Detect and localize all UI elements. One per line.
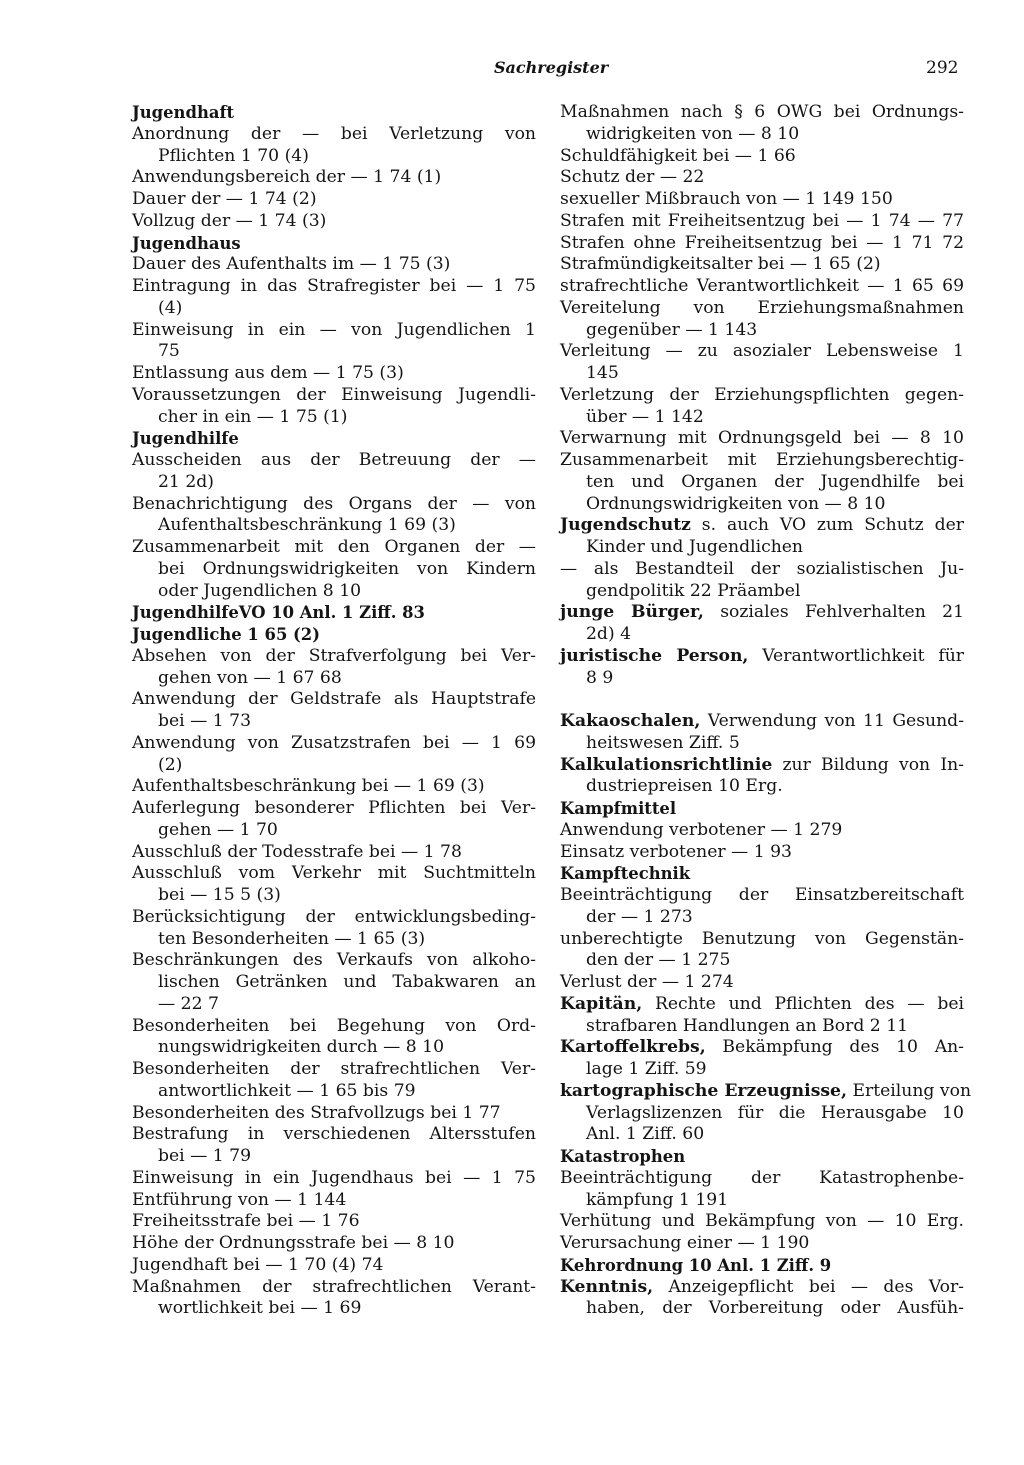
index-line: Kalkulationsrichtlinie zur Bildung von In- <box>560 754 964 775</box>
index-line: Vereitelung von Erziehungsmaßnahmen <box>560 297 964 318</box>
index-line: Besonderheiten bei Begehung von Ord- <box>132 1015 536 1036</box>
index-line: 145 <box>586 363 619 383</box>
index-line: cher in ein — 1 75 (1) <box>158 406 348 427</box>
index-line: ten Besonderheiten — 1 65 (3) <box>158 928 426 949</box>
index-heading: Jugendhilfe <box>132 429 239 449</box>
index-line: Verlagslizenzen für die Herausgabe 10 <box>586 1102 964 1123</box>
index-line: Ausscheiden aus der Betreuung der — <box>132 450 536 470</box>
index-heading: Kehrordnung 10 Anl. 1 Ziff. 9 <box>560 1255 832 1275</box>
index-line: kämpfung 1 191 <box>586 1189 729 1210</box>
index-line: (4) <box>158 297 183 318</box>
index-line: Verhütung und Bekämpfung von — 10 Erg. <box>560 1211 964 1232</box>
index-column-left <box>132 102 536 1320</box>
index-line: strafbaren Handlungen an Bord 2 11 <box>586 1015 909 1036</box>
index-line: gehen von — 1 67 68 <box>158 667 342 688</box>
index-line: nungswidrigkeiten durch — 8 10 <box>158 1037 445 1058</box>
index-line: Benachrichtigung des Organs der — von <box>132 493 536 514</box>
index-line: strafrechtliche Verantwortlichkeit — 1 65 69 <box>560 276 964 296</box>
index-line: Eintragung in das Strafregister bei — 1 75 <box>132 276 536 296</box>
index-line: ten und Organen der Jugendhilfe bei <box>586 471 964 492</box>
index-line: (2) <box>158 754 183 775</box>
page-number: 292 <box>926 58 959 78</box>
index-line: lischen Getränken und Tabakwaren an <box>158 972 536 992</box>
index-line: kartographische Erzeugnisse, Erteilung von <box>560 1080 972 1101</box>
index-line: Zusammenarbeit mit den Organen der — <box>132 537 536 557</box>
index-line: unberechtigte Benutzung von Gegenstän- <box>560 928 964 949</box>
index-line: Kakaoschalen, Verwendung von 11 Gesund- <box>560 711 964 731</box>
index-line: bei — 1 73 <box>158 711 252 731</box>
index-line: Verleitung — zu asozialer Lebensweise 1 <box>560 341 964 362</box>
index-keyword: Kakaoschalen, <box>560 711 701 731</box>
index-line: bei — 1 79 <box>158 1146 252 1166</box>
index-heading: Katastrophen <box>560 1147 686 1166</box>
index-line: bei — 15 5 (3) <box>158 885 281 905</box>
index-line: Verursachung einer — 1 190 <box>560 1233 810 1253</box>
index-line: Strafmündigkeitsalter bei — 1 65 (2) <box>560 254 881 275</box>
index-line: Ausschluß der Todesstrafe bei — 1 78 <box>132 841 462 862</box>
index-keyword: kartographische Erzeugnisse, <box>560 1080 847 1101</box>
index-line: — 22 7 <box>158 993 219 1014</box>
index-line: Beschränkungen des Verkaufs von alkoho- <box>132 950 536 971</box>
index-line: Freiheitsstrafe bei — 1 76 <box>132 1211 360 1232</box>
index-line: Beeinträchtigung der Einsatzbereitschaft <box>560 885 964 905</box>
index-line: Anwendung verbotener — 1 279 <box>560 819 843 840</box>
index-column-right <box>560 102 972 1320</box>
index-line: widrigkeiten von — 8 10 <box>586 123 800 144</box>
index-line: Voraussetzungen der Einweisung Jugendli- <box>132 384 536 405</box>
index-line: Entführung von — 1 144 <box>132 1189 347 1210</box>
index-line: — als Bestandteil der sozialistischen Ju- <box>560 558 964 579</box>
index-line: Pflichten 1 70 (4) <box>158 145 309 166</box>
index-line: Kinder und Jugendlichen <box>586 537 804 557</box>
index-line: lage 1 Ziff. 59 <box>586 1059 707 1079</box>
index-line: Dauer der — 1 74 (2) <box>132 189 317 209</box>
index-line: Anwendung von Zusatzstrafen bei — 1 69 <box>132 732 536 753</box>
index-line: Anwendungsbereich der — 1 74 (1) <box>132 167 442 188</box>
index-line: Verlust der — 1 274 <box>560 972 734 992</box>
index-keyword: juristische Person, <box>560 645 749 666</box>
index-line: dustriepreisen 10 Erg. <box>586 776 783 797</box>
index-line: Auferlegung besonderer Pflichten bei Ver- <box>132 798 536 818</box>
index-line: gendpolitik 22 Präambel <box>586 580 801 601</box>
index-line: 2d) 4 <box>586 624 632 644</box>
index-keyword: Jugendschutz <box>560 515 691 536</box>
index-line: Absehen von der Strafverfolgung bei Ver- <box>132 645 536 666</box>
index-line: Maßnahmen nach § 6 OWG bei Ordnungs- <box>560 102 964 122</box>
index-line: Besonderheiten des Strafvollzugs bei 1 77 <box>132 1102 501 1123</box>
index-line: 21 2d) <box>158 471 214 492</box>
index-line: Strafen ohne Freiheitsentzug bei — 1 71 72 <box>560 232 964 253</box>
index-line: sexueller Mißbrauch von — 1 149 150 <box>560 189 893 209</box>
index-line: 75 <box>158 341 180 362</box>
index-line: juristische Person, Verantwortlichkeit für <box>560 645 964 666</box>
index-line: Jugendhaft bei — 1 70 (4) 74 <box>132 1254 384 1275</box>
index-line: Kartoffelkrebs, Bekämpfung des 10 An- <box>560 1037 964 1058</box>
index-line: Schuldfähigkeit bei — 1 66 <box>560 145 796 166</box>
index-heading: Jugendliche 1 65 (2) <box>132 625 320 644</box>
index-keyword: Kalkulationsrichtlinie <box>560 754 773 775</box>
index-line: haben, der Vorbereitung oder Ausfüh- <box>586 1298 964 1319</box>
index-heading: Kampftechnik <box>560 864 691 884</box>
index-keyword: junge Bürger, <box>560 602 704 623</box>
index-keyword: Kapitän, <box>560 993 643 1014</box>
index-heading: Kampfmittel <box>560 799 677 818</box>
index-line: Jugendschutz s. auch VO zum Schutz der <box>560 515 964 536</box>
index-line: Berücksichtigung der entwicklungsbeding- <box>132 906 536 927</box>
index-line: 8 9 <box>586 667 614 688</box>
index-line: Zusammenarbeit mit Erziehungsberechtig- <box>560 450 964 470</box>
index-line: Schutz der — 22 <box>560 167 705 188</box>
index-line: Besonderheiten der strafrechtlichen Ver- <box>132 1059 536 1079</box>
index-heading: Jugendhaft <box>132 103 235 122</box>
index-line: den der — 1 275 <box>586 950 731 971</box>
index-line: Anwendung der Geldstrafe als Hauptstrafe <box>132 689 536 710</box>
index-line: gehen — 1 70 <box>158 819 278 840</box>
index-keyword: Kenntnis, <box>560 1276 654 1297</box>
index-line: Einsatz verbotener — 1 93 <box>560 841 792 862</box>
index-line: gegenüber — 1 143 <box>586 319 758 340</box>
index-line: Strafen mit Freiheitsentzug bei — 1 74 — 77 <box>560 210 964 231</box>
index-line: Kapitän, Rechte und Pflichten des — bei <box>560 993 964 1014</box>
index-heading: JugendhilfeVO 10 Anl. 1 Ziff. 83 <box>132 603 425 623</box>
index-line: Anl. 1 Ziff. 60 <box>586 1124 705 1145</box>
index-line: Dauer des Aufenthalts im — 1 75 (3) <box>132 254 451 275</box>
index-heading: Jugendhaus <box>132 233 241 253</box>
index-line: Anordnung der — bei Verletzung von <box>132 123 536 144</box>
section-gap <box>560 689 964 711</box>
index-line: oder Jugendlichen 8 10 <box>158 580 362 601</box>
running-head: Sachregister <box>494 58 609 77</box>
index-line: über — 1 142 <box>586 406 704 427</box>
index-line: Aufenthaltsbeschränkung 1 69 (3) <box>158 515 456 536</box>
index-line: Einweisung in ein — von Jugendlichen 1 <box>132 319 536 340</box>
index-line: Verwarnung mit Ordnungsgeld bei — 8 10 <box>560 428 964 449</box>
index-keyword: Kartoffelkrebs, <box>560 1037 706 1058</box>
index-line: Beeinträchtigung der Katastrophenbe- <box>560 1167 964 1188</box>
index-line: Kenntnis, Anzeigepflicht bei — des Vor- <box>560 1276 964 1297</box>
index-line: Ausschluß vom Verkehr mit Suchtmitteln <box>132 863 536 884</box>
index-line: antwortlichkeit — 1 65 bis 79 <box>158 1080 416 1101</box>
index-line: Maßnahmen der strafrechtlichen Verant- <box>132 1276 536 1297</box>
index-line: Einweisung in ein Jugendhaus bei — 1 75 <box>132 1167 536 1188</box>
index-line: Entlassung aus dem — 1 75 (3) <box>132 363 404 383</box>
index-line: Ordnungswidrigkeiten von — 8 10 <box>586 493 886 514</box>
index-line: Verletzung der Erziehungspflichten gegen- <box>560 384 964 405</box>
index-line: wortlichkeit bei — 1 69 <box>158 1298 362 1319</box>
index-line: junge Bürger, soziales Fehlverhalten 21 <box>560 602 965 623</box>
index-line: Bestrafung in verschiedenen Altersstufen <box>132 1124 536 1145</box>
index-line: Vollzug der — 1 74 (3) <box>132 210 327 231</box>
index-line: heitswesen Ziff. 5 <box>586 732 740 753</box>
index-line: bei Ordnungswidrigkeiten von Kindern <box>158 558 536 579</box>
index-line: Höhe der Ordnungsstrafe bei — 8 10 <box>132 1233 455 1253</box>
index-line: der — 1 273 <box>586 906 693 927</box>
index-line: Aufenthaltsbeschränkung bei — 1 69 (3) <box>132 776 485 797</box>
